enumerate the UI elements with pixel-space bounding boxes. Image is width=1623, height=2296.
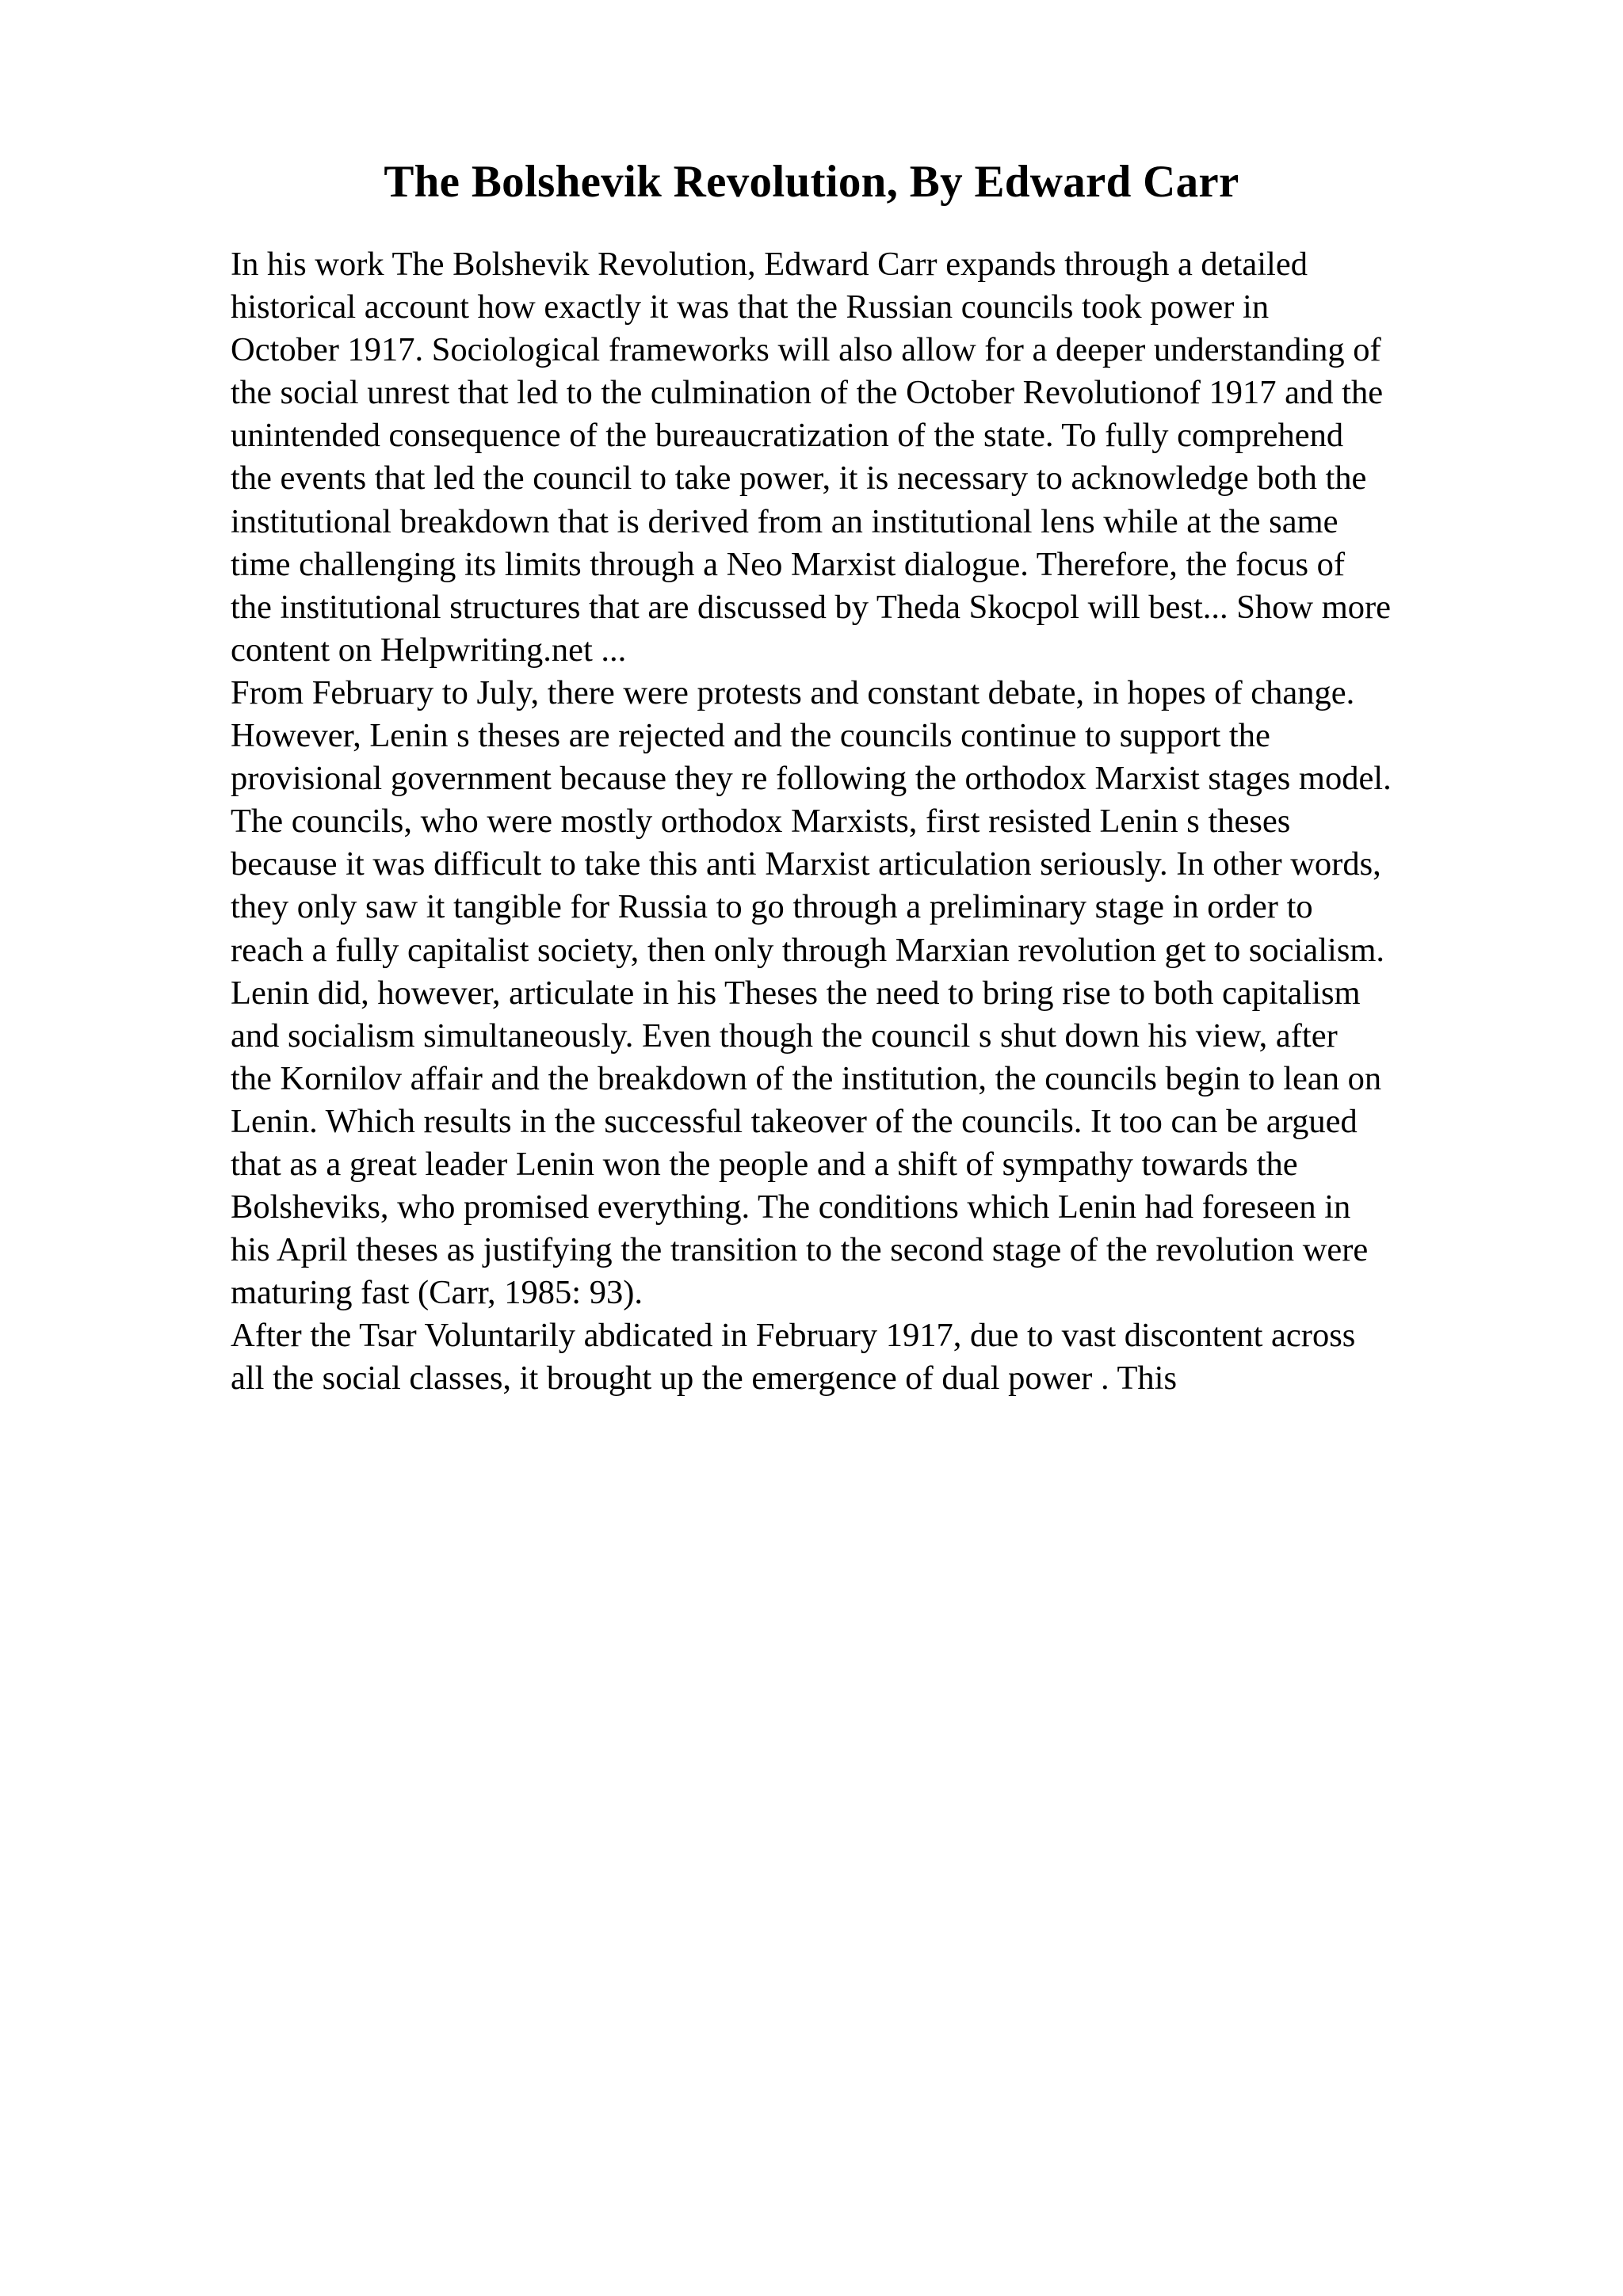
text-line: maturing fast (Carr, 1985: 93).: [231, 1274, 643, 1312]
text-line: content on Helpwriting.net ...: [231, 631, 627, 669]
text-line: Bolsheviks, who promised everything. The conditions which Lenin had foreseen in: [231, 1188, 1351, 1226]
text-line: The councils, who were mostly orthodox Marxists, first resisted Lenin s theses: [231, 803, 1291, 841]
text-line: and socialism simultaneously. Even though the council s shut down his view, after: [231, 1016, 1338, 1055]
text-line: the events that led the council to take power, it is necessary to acknowledge both the: [231, 460, 1367, 498]
text-line: October 1917. Sociological frameworks will also allow for a deeper understanding of: [231, 331, 1381, 369]
text-line: they only saw it tangible for Russia to go through a preliminary stage in order to: [231, 888, 1313, 926]
text-line: time challenging its limits through a Neo Marxist dialogue. Therefore, the focus of: [231, 545, 1346, 583]
text-line: However, Lenin s theses are rejected and the councils continue to support the: [231, 717, 1270, 755]
text-line: that as a great leader Lenin won the people and a shift of sympathy towards the: [231, 1145, 1298, 1183]
text-line: Lenin did, however, articulate in his Theses the need to bring rise to both capitalism: [231, 974, 1361, 1012]
text-line: the institutional structures that are discussed by Theda Skocpol will best... Show more: [231, 588, 1392, 626]
text-line: After the Tsar Voluntarily abdicated in February 1917, due to vast discontent across: [231, 1317, 1356, 1355]
text-line: historical account how exactly it was that the Russian councils took power in: [231, 288, 1270, 326]
text-line: reach a fully capitalist society, then only through Marxian revolution get to socialism.: [231, 931, 1385, 969]
document-title: The Bolshevik Revolution, By Edward Carr: [384, 157, 1239, 207]
text-line: the social unrest that led to the culmination of the October Revolutionof 1917 and the: [231, 374, 1384, 412]
text-line: the Kornilov affair and the breakdown of the institution, the councils begin to lean on: [231, 1059, 1382, 1097]
text-line: institutional breakdown that is derived from an institutional lens while at the same: [231, 502, 1338, 540]
text-line: all the social classes, it brought up the emergence of dual power . This: [231, 1360, 1178, 1398]
text-line: In his work The Bolshevik Revolution, Edward Carr expands through a detailed: [231, 246, 1308, 283]
text-line: provisional government because they re following the orthodox Marxist stages model.: [231, 760, 1392, 798]
text-line: because it was difficult to take this anti Marxist articulation seriously. In other words,: [231, 845, 1381, 883]
text-line: From February to July, there were protests and constant debate, in hopes of change.: [231, 673, 1355, 711]
text-line: Lenin. Which results in the successful takeover of the councils. It too can be argued: [231, 1102, 1358, 1140]
text-line: his April theses as justifying the transition to the second stage of the revolution were: [231, 1231, 1369, 1269]
text-line: unintended consequence of the bureaucratization of the state. To fully comprehend: [231, 417, 1344, 455]
document-body: [231, 243, 1530, 1401]
